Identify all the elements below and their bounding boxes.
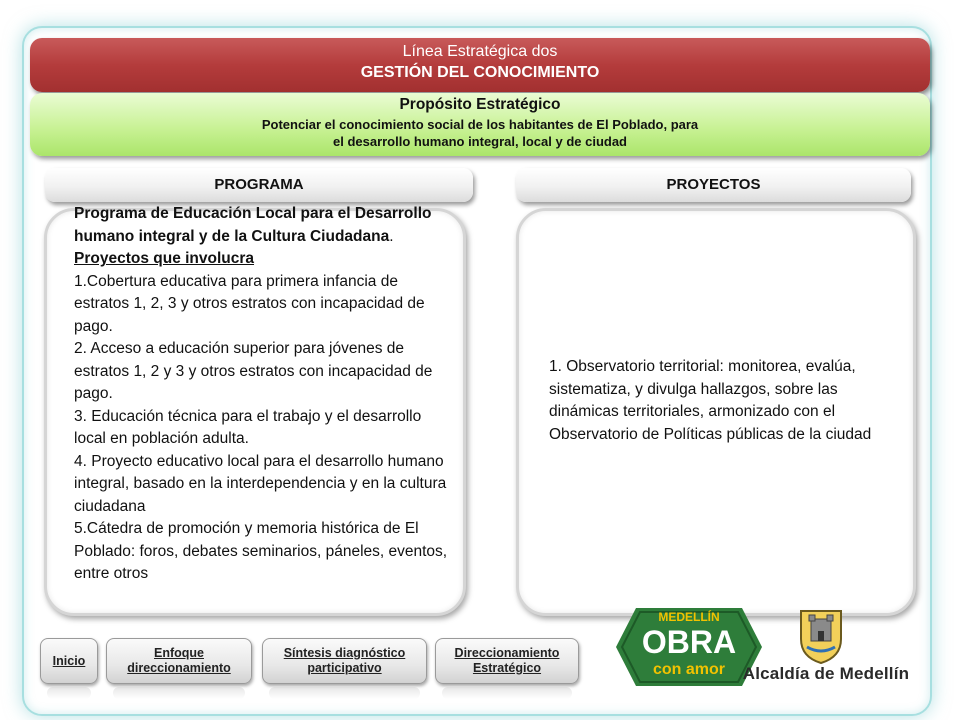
programa-title: Programa de Educación Local para el Desarrollo humano integral y de la Cultura Ciudadana: [74, 205, 432, 245]
nav-direccionamiento-button[interactable]: [435, 638, 579, 684]
proyectos-header: PROYECTOS: [516, 168, 911, 202]
strategic-line-title: Línea Estratégica dos: [402, 43, 558, 60]
programa-title-block: [74, 203, 454, 248]
strategic-line-name: GESTIÓN DEL CONOCIMIENTO: [360, 64, 600, 81]
strategic-purpose-desc-1: Potenciar el conocimiento social de los habitantes de El Poblado, para: [261, 117, 699, 132]
logo-medellin-text: MEDELLÍN: [658, 610, 720, 624]
programa-item: 3. Educación técnica para el trabajo y el desarrollo local en población adulta.: [74, 407, 422, 447]
programa-item: 4. Proyecto educativo local para el desarrollo humano integral, basado en la interdependencia y en la cultura ciudadana: [74, 452, 447, 515]
nav-inicio-button[interactable]: [40, 638, 98, 684]
programa-item: 2. Acceso a educación superior para jóvenes de estratos 1, 2 y 3 y otros estratos con incapacidad de pago.: [74, 340, 433, 402]
nav-sintesis-label-2: participativo: [307, 661, 382, 675]
nav-enfoque-label-1: Enfoque: [154, 646, 204, 660]
programa-header: PROGRAMA: [45, 168, 473, 202]
nav-enfoque-button[interactable]: [106, 638, 252, 684]
programa-item: 1.Cobertura educativa para primera infancia de estratos 1, 2, 3 y otros estratos con incapacidad de pago.: [74, 272, 425, 335]
nav-inicio-label: Inicio: [52, 653, 86, 668]
nav-sintesis-label-1: Síntesis diagnóstico: [283, 646, 406, 660]
strategic-purpose-title: Propósito Estratégico: [399, 96, 561, 113]
nav-sintesis-button[interactable]: [262, 638, 427, 684]
logo-obra-text: OBRA: [641, 624, 737, 660]
programa-content: [74, 203, 454, 586]
nav-direccionamiento-label-1: Direccionamiento: [454, 646, 560, 660]
programa-subheading: Proyectos que involucra: [74, 250, 255, 267]
strategic-purpose-desc-2: el desarrollo humano integral, local y de ciudad: [332, 134, 628, 149]
programa-title-suffix: .: [389, 227, 394, 245]
strategic-purpose-banner: [30, 93, 930, 156]
coat-of-arms-icon: [795, 607, 847, 665]
logo-con-amor-text: con amor: [652, 661, 726, 678]
alcaldia-medellin-text: Alcaldía de Medellín: [742, 664, 910, 683]
strategic-line-banner: [30, 38, 930, 92]
nav-direccionamiento-label-2: Estratégico: [472, 661, 542, 675]
programa-item: 5.Cátedra de promoción y memoria histórica de El Poblado: foros, debates seminarios, páneles, eventos, entre otros: [74, 520, 448, 582]
proyectos-content: 1. Observatorio territorial: monitorea, evalúa, sistematiza, y divulga hallazgos, sobre las dinámicas territoriales, armonizado con el Observatorio de Políticas públicas de la ciudad: [549, 358, 872, 443]
nav-enfoque-label-2: direccionamiento: [127, 661, 231, 675]
